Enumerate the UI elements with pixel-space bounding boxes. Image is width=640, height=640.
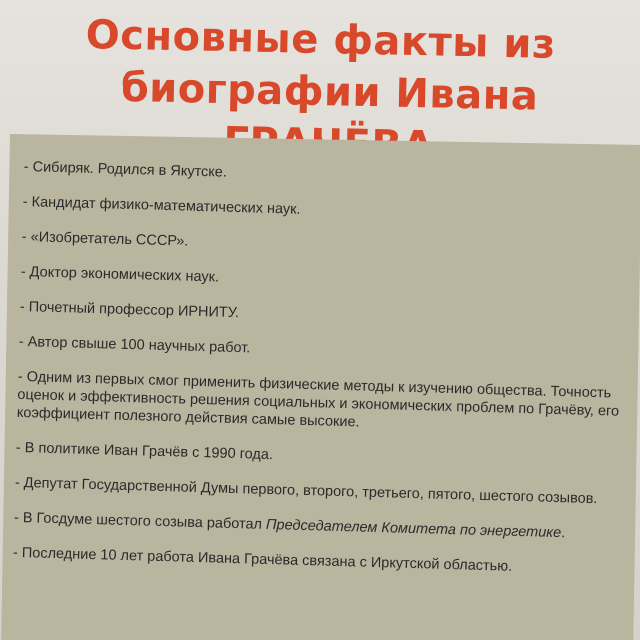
fact-duma6-suffix: . xyxy=(560,525,566,542)
fact-duma6-committee: Председателем Комитета по энергетике xyxy=(265,516,562,542)
fact-item: - Депутат Государственной Думы первого, второго, третьего, пятого, шестого созывов. xyxy=(14,474,598,508)
fact-item: - Одним из первых смог применить физические методы к изучению общества. Точность оценок и эффективность решения социальных и экономических проблем по Грачёву, его коэффициент полезного действия самые высокие. xyxy=(16,368,620,431)
facts-list xyxy=(12,158,630,596)
title-line-2: биографии Ивана xyxy=(120,64,539,120)
fact-item: - Доктор экономических наук. xyxy=(20,263,220,286)
fact-item: - Сибиряк. Родился в Якутске. xyxy=(23,158,228,181)
fact-item: - «Изобретатель СССР». xyxy=(21,228,189,250)
fact-item-duma6 xyxy=(14,509,620,544)
fact-item: - Почетный профессор ИРНИТУ. xyxy=(19,298,240,322)
fact-item: - Автор свыше 100 научных работ. xyxy=(18,333,251,357)
fact-item: - Последние 10 лет работа Ивана Грачёва связана с Иркутской областью. xyxy=(12,544,513,575)
title-line-1: Основные факты из xyxy=(85,12,557,68)
fact-item: - Кандидат физико-математических наук. xyxy=(22,193,301,218)
fact-item: - В политике Иван Грачёв с 1990 года. xyxy=(15,439,274,464)
fact-duma6-prefix: - В Госдуме шестого созыва работал xyxy=(13,509,267,533)
